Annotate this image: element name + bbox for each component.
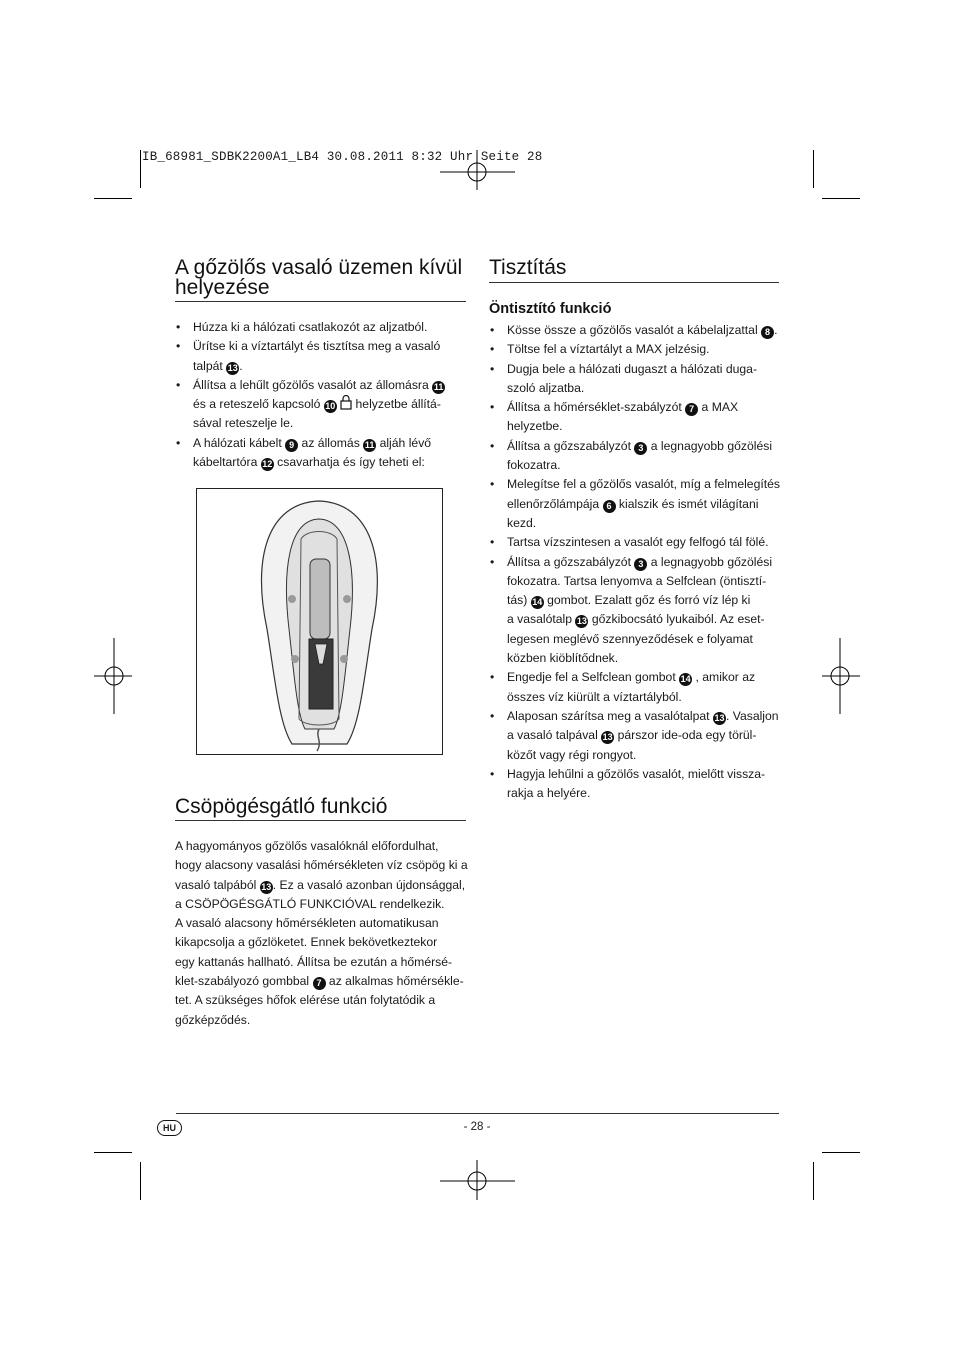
- list-item: • A hálózati kábelt 9 az állomás 11 aljáh lévő kábeltartóra 12 csavarhatja és így teheti el:: [175, 434, 470, 473]
- ref-number: 13: [714, 712, 725, 723]
- list-item: • Alaposan szárítsa meg a vasalótalpat 13 . Vasaljon a vasaló talpával 13 párszor ide-oda egy törül- közőt vagy régi rongyot.: [489, 707, 789, 765]
- list-item: • Melegítse fel a gőzölős vasalót, míg a felmelegítés ellenőrzőlámpája 6 kialszik és ismét világítani kezd.: [489, 475, 789, 533]
- list-item: • Állítsa a gőzszabályzót 3 a legnagyobb gőzölési fokozatra.: [489, 437, 789, 476]
- iron-station-illustration: [196, 488, 443, 755]
- list-item: • Állítsa a lehűlt gőzölős vasalót az állomásra 11 és a reteszelő kapcsoló 10 helyzetbe állítá- sával reteszelje le.: [175, 376, 470, 434]
- ref-number: 3: [634, 558, 647, 571]
- list-item: • Állítsa a gőzszabályzót 3 a legnagyobb gőzölési fokozatra. Tartsa lenyomva a Selfclean (öntisztí- tás) 14 gombot. Ezalatt gőz és forró víz lép ki a vasalótalp 13 gőzkibocsátó lyukaiból. Az eset- legesen meglévő szennyeződések e folyamat közben kiöblítődnek.: [489, 553, 789, 669]
- ref-number: 9: [285, 439, 298, 452]
- antidrip-paragraph: A hagyományos gőzölős vasalóknál előfordulhat, hogy alacsony vasalási hőmérsékleten víz csöpög ki a vasaló talpából 13 . Ez a vasaló azonban újdonsággal, a CSÖPÖGÉSGÁTLÓ FUNKCIÓVAL rendelkezik. A vasaló alacsony hőmérsékleten automatikusan kikapcsolja a gőzlöketet. Ennek bekövetkeztekor egy kattanás hallható. Állítsa be ezután a hőmérsé- klet-szabályozó gombbal 7 az alkalmas hőmérsékle- tet. A szükséges hőfok elérése után folytatódik a gőzképződés.: [175, 839, 468, 1027]
- ref-number: 10: [325, 401, 336, 412]
- ref-number: 13: [602, 732, 613, 743]
- ref-number: 7: [313, 977, 326, 990]
- list-item: • Állítsa a hőmérséklet-szabályzót 7 a MAX helyzetbe.: [489, 398, 789, 437]
- list-item: • Húzza ki a hálózati csatlakozót az aljzatból.: [175, 318, 470, 337]
- list-item: • Tartsa vízszintesen a vasalót egy felfogó tál fölé.: [489, 533, 789, 552]
- ref-number: 13: [227, 362, 238, 373]
- cleaning-list: [489, 321, 789, 803]
- lock-icon: [340, 395, 352, 410]
- heading-rule: [175, 820, 466, 821]
- heading-antidrip: Csöpögésgátló funkció: [175, 795, 388, 818]
- heading-rule: [175, 301, 466, 302]
- ref-number: 12: [262, 459, 273, 470]
- iron-base-drawing: [197, 489, 442, 754]
- language-badge: HU: [157, 1120, 182, 1136]
- ref-number: 11: [364, 439, 375, 450]
- print-slug: IB_68981_SDBK2200A1_LB4 30.08.2011 8:32 Uhr Seite 28: [142, 150, 543, 164]
- page-number: - 28 -: [463, 1121, 491, 1133]
- ref-number: 14: [680, 674, 691, 685]
- list-item: • Kösse össze a gőzölős vasalót a kábelaljzattal 8 .: [489, 321, 789, 340]
- list-item: • Engedje fel a Selfclean gombot 14 , amikor az összes víz kiürült a víztartályból.: [489, 668, 789, 707]
- list-item: • Dugja bele a hálózati dugaszt a hálózati duga- szoló aljzatba.: [489, 360, 789, 399]
- ref-number: 13: [261, 881, 272, 892]
- heading-cleaning: Tisztítás: [489, 256, 567, 279]
- ref-number: 3: [634, 442, 647, 455]
- ref-number: 14: [532, 597, 543, 608]
- list-item: • Hagyja lehűlni a gőzölős vasalót, mielőtt vissza- rakja a helyére.: [489, 765, 789, 804]
- footer-rule: [176, 1113, 779, 1114]
- heading-storage: A gőzölős vasaló üzemen kívül helyezése: [175, 256, 463, 299]
- ref-number: 13: [576, 616, 587, 627]
- ref-number: 8: [761, 326, 774, 339]
- list-item: • Ürítse ki a víztartályt és tisztítsa meg a vasaló talpát 13 .: [175, 337, 470, 376]
- ref-number: 7: [685, 403, 698, 416]
- storage-list: [175, 318, 470, 472]
- heading-rule: [489, 282, 779, 283]
- subheading-selfclean: Öntisztító funkció: [489, 301, 612, 317]
- ref-number: 11: [433, 381, 444, 392]
- ref-number: 6: [603, 500, 616, 513]
- list-item: • Töltse fel a víztartályt a MAX jelzésig.: [489, 340, 789, 359]
